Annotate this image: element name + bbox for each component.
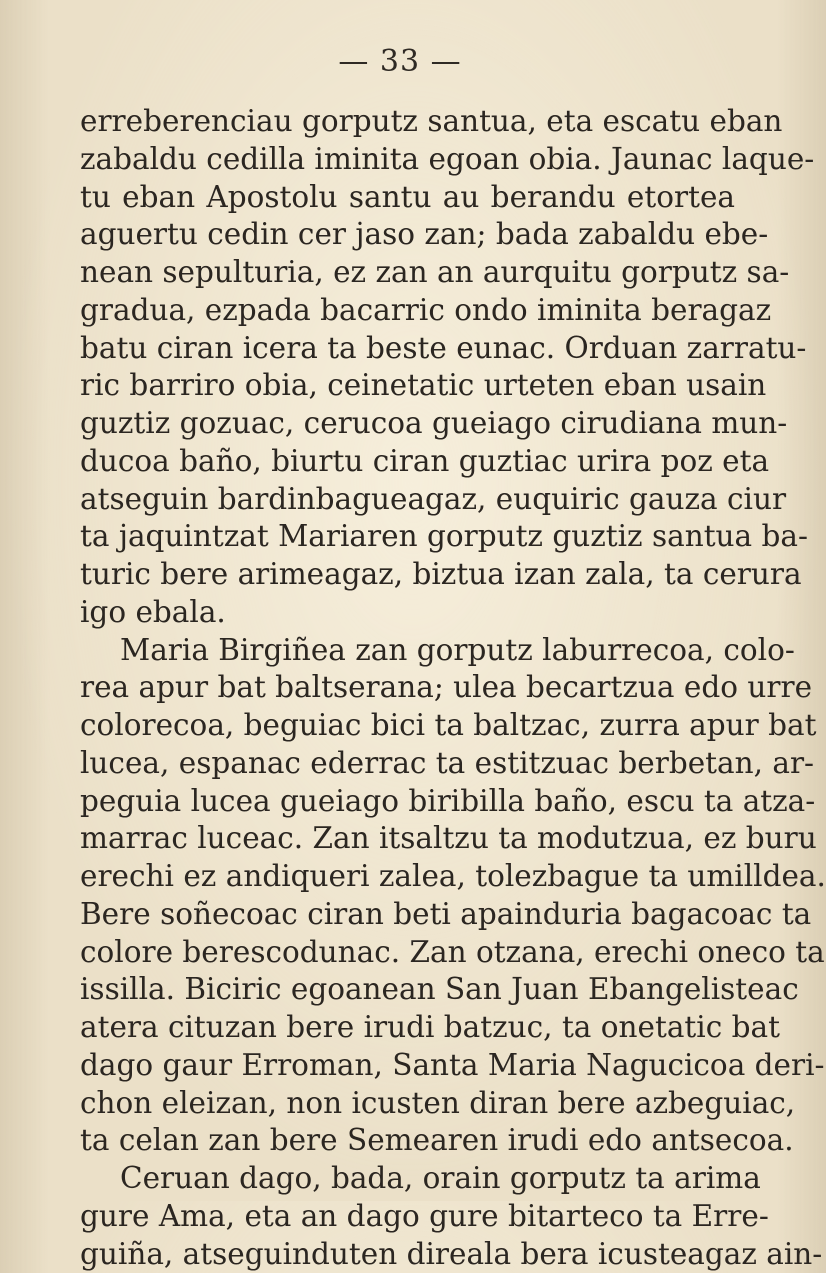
text-line: tu eban Apostolu santu au berandu etortea xyxy=(80,179,735,217)
text-line: atseguin bardinbagueagaz, euquiric gauza ciur xyxy=(80,481,735,519)
text-line: nean sepulturia, ez zan an aurquitu gorputz sa- xyxy=(80,254,735,292)
text-line: ric barriro obia, ceinetatic urteten eban usain xyxy=(80,367,735,405)
text-line: erechi ez andiqueri zalea, tolezbague ta umilldea. xyxy=(80,858,735,896)
text-line: batu ciran icera ta beste eunac. Orduan zarratu- xyxy=(80,330,735,368)
text-line: issilla. Biciric egoanean San Juan Ebangelisteac xyxy=(80,971,735,1009)
text-line: ducoa baño, biurtu ciran guztiac urira poz eta xyxy=(80,443,735,481)
body-text xyxy=(80,103,735,1273)
text-line: guiña, atseguinduten direala bera icusteagaz ain- xyxy=(80,1236,735,1273)
text-line: colorecoa, beguiac bici ta baltzac, zurra apur bat xyxy=(80,707,735,745)
text-line: Bere soñecoac ciran beti apainduria bagacoac ta xyxy=(80,896,735,934)
text-line: chon eleizan, non icusten diran bere azbeguiac, xyxy=(80,1085,735,1123)
paragraph-end-line: ta celan zan bere Semearen irudi edo antsecoa. xyxy=(80,1122,735,1160)
text-line: dago gaur Erroman, Santa Maria Nagucicoa deri- xyxy=(80,1047,735,1085)
text-line: guztiz gozuac, cerucoa gueiago cirudiana mun- xyxy=(80,405,735,443)
text-line: gradua, ezpada bacarric ondo iminita beragaz xyxy=(80,292,735,330)
text-line: zabaldu cedilla iminita egoan obia. Jaunac laque- xyxy=(80,141,735,179)
text-line: gure Ama, eta an dago gure bitarteco ta Erre- xyxy=(80,1198,735,1236)
paragraph-end-line: igo ebala. xyxy=(80,594,735,632)
text-line: aguertu cedin cer jaso zan; bada zabaldu ebe- xyxy=(80,216,735,254)
text-line: colore berescodunac. Zan otzana, erechi oneco ta xyxy=(80,934,735,972)
text-line: ta jaquintzat Mariaren gorputz guztiz santua ba- xyxy=(80,518,735,556)
page-number: — 33 — xyxy=(0,44,800,79)
text-line: lucea, espanac ederrac ta estitzuac berbetan, ar- xyxy=(80,745,735,783)
paragraph-start-line: Maria Birgiñea zan gorputz laburrecoa, colo- xyxy=(80,632,735,670)
text-line: atera cituzan bere irudi batzuc, ta onetatic bat xyxy=(80,1009,735,1047)
text-line: turic bere arimeagaz, biztua izan zala, ta cerura xyxy=(80,556,735,594)
text-line: rea apur bat baltserana; ulea becartzua edo urre xyxy=(80,669,735,707)
paragraph-start-line: Ceruan dago, bada, orain gorputz ta arima xyxy=(80,1160,735,1198)
text-line: marrac luceac. Zan itsaltzu ta modutzua, ez buru xyxy=(80,820,735,858)
text-line: peguia lucea gueiago biribilla baño, escu ta atza- xyxy=(80,783,735,821)
text-line: erreberenciau gorputz santua, eta escatu eban xyxy=(80,103,735,141)
